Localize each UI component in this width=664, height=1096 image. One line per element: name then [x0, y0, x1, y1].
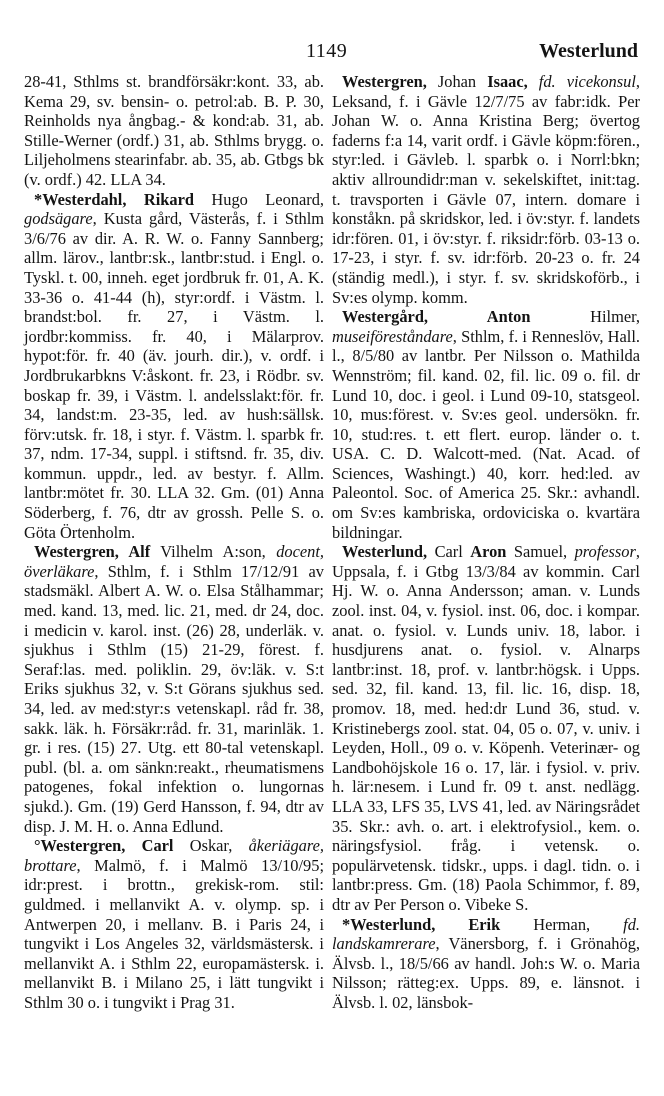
- entry-occupation: museiföreståndare: [332, 326, 453, 346]
- entry-westerlund-carl-aron: [332, 542, 640, 914]
- entry-westerlund-erik: [332, 915, 640, 1013]
- entry-occupation: fd. vicekonsul: [538, 72, 636, 91]
- right-column: [332, 72, 640, 1013]
- entry-name: *Westerdahl, Rikard: [34, 189, 194, 209]
- entry-text: , Vänersborg, f. i Grönahög, Älvsb. l., 18/5/66 av handl. Joh:s W. o. Maria Nilsson; rätteg:ex. Upps. 89, e. länsnot. i Älvsb. l. 02, länsbok-: [332, 934, 640, 1012]
- entry-given-names: Oskar,: [173, 836, 249, 856]
- entry-westerdahl-rikard: [24, 190, 324, 543]
- entry-given-names: Carl: [427, 542, 471, 562]
- entry-name: °Westergren, Carl: [34, 836, 174, 856]
- entry-given-names: Johan: [426, 72, 488, 91]
- entry-given-names: Hugo Leonard,: [193, 189, 324, 209]
- entry-text: , Kusta gård, Västerås, f. i Sthlm 3/6/76 av dir. A. R. W. o. Fanny Sannberg; allm. lärov., lantbr:sk., lantbr:stud. i Engl. o. Tyskl. t. 00, inneh. eget jordbruk fr. 01, A. K. 33-36 o. 41-44 (h), styr:ordf. i Västm. l. brandst:bol. fr. 27, i Västm. l. jordbr:kommiss. fr. 40, i Mälarprov. hypot:för. fr. 40 (äv. jourh. dir.), v. ordf. i Jordbrukarbkns V:åskont. fr. 23, i Rödbr. sv. boskap fr. 39, i Västm. l. andelsslakt:för. fr. 34, landst:m. 23-35, led. av hush:sällsk. förv:utsk. fr. 18, i styr. f. Västm. l. sparbk fr. 37, ndm. 17-34, suppl. i stiftsnd. fr. 35, div. kommun. uppdr., led. av bestyr. f. Allm. lantbr:mötet fr. 30. LLA 32. Gm. (01) Anna Söderberg, f. 76, dtr av grossh. Pelle S. o. Göta Örtenholm.: [24, 209, 324, 542]
- entry-name: Westergren, Alf: [34, 542, 151, 562]
- entry-text: , Leksand, f. i Gävle 12/7/75 av fabr:idk. Per Johan W. o. Anna Kristina Berg; övertog faderns f:a 14, varit ordf. i Gävle köpm:fören., styr:led. i Gävleb. l. sparbk o. i Norrl:bkn; aktiv allroundidr:man v. sekelskiftet, init:tag. t. travsporten i Gävle 07, intern. domare i konståkn. på skridskor, led. i öv:styr. f. landets idr:fören. 01, i öv:styr. f. riksidr:förb. 03-13 o. 17-23, i styr. f. sv. idr:förb. 20-23 o. fr. 24 (ständig medl.), i styr. f. sv. skridskoförb., i Sv:es olymp. komm.: [332, 72, 640, 307]
- entry-occupation: fd. landskamrerare: [332, 914, 640, 954]
- entry-text: , Uppsala, f. i Gtbg 13/3/84 av kommin. Carl Hj. W. o. Anna Andersson; aman. v. Lunds zool. inst. 04, v. fysiol. inst. 06, doc. i kompar. anat. o. fysiol. v. Lunds univ. 18, labor. i husdjurens anat. o. fysiol. v. Alnarps lantbr:inst. 18, prof. v. lantbr:högsk. i Upps. sed. 32, fil. kand. 13, fil. lic. 16, disp. 18, promov. 18, med. hed:dr Lund 36, stud. v. Kristinebergs zool. stat. 04, 05 o. 07, v. univ. i Leyden, Holl., 09 o. v. Köpenh. Veterinær- og Landbohöjskole 16 o. 17, lär. i fysiol. v. priv. h. lär:nesem. i Lund fr. 09 t. anst. nedlägg. LLA 33, LFS 35, LVS 41, led. av Näringsrådet 35. Skr.: avh. o. art. i elektrofysiol., kem. o. näringsfysiol. fråg. i vetensk. o. populärvetensk. tidskr., upps. i dagl. tidn. o. i lantbr:press. Gm. (18) Paola Schimmor, f. 89, dtr av Per Person o. Vibeke S.: [332, 542, 640, 914]
- entry-name: Westergård, Anton: [342, 307, 531, 327]
- entry-text: , Sthlm, f. i Sthlm 17/12/91 av stadsmäkl. Albert A. W. o. Elsa Stålhammar; med. kand. 13, med. lic. 21, med. dr 24, doc. i medicin v. karol. inst. (26) 28, underläk. v. sjukhus i Sthlm (15) 21-29, förest. f. Seraf:las. med. poliklin. 29, öv:läk. v. S:t Eriks sjukhus 32, v. S:t Görans sjukhus sed. 34, led. av med:styr:s vetenskapl. råd fr. 38, sakk. läk. h. Försäkr:råd. fr. 31, marinläk. 1. gr. i res. (15) 27. Utg. ett 80-tal vetenskapl. publ. (bl. a. om sänkn:reakt., rheumatismens patogenes, fokal infektion o. lungornas sjukd.). Gm. (19) Gerd Hansson, f. 94, dtr av disp. J. M. H. o. Anna Edlund.: [24, 561, 324, 836]
- entry-occupation: åkeriägare, brottare: [24, 836, 324, 875]
- entry-occupation: docent, överläkare: [24, 542, 324, 581]
- continuation-entry: 28-41, Sthlms st. brandförsäkr:kont. 33, ab. Kema 29, sv. bensin- o. petrol:ab. B. P. 30, Reinholds nya ångbag.- & kond:ab. 31, ab. Stille-Werner (ordf.) 31, ab. Sthlms brygg. o. Liljeholmens stearinfabr. ab. 35, ab. Gtbgs bk (v. ordf.) 42. LLA 34.: [24, 72, 324, 189]
- entry-westergren-johan-isaac: [332, 72, 640, 307]
- entry-occupation: professor: [574, 542, 636, 562]
- page-number: 1149: [306, 40, 348, 62]
- entry-called-name: Isaac,: [487, 72, 528, 91]
- entry-given-names: Herman,: [500, 914, 624, 934]
- entry-occupation: godsägare: [24, 209, 93, 229]
- entry-text: , Malmö, f. i Malmö 13/10/95; idr:prest. i brottn., grekisk-rom. stil: guldmed. i mellanvikt A. v. olymp. sp. i Antwerpen 20, i mellanv. B. i Paris 24, i tungvikt i Los Angeles 32, världsmästersk. i mellanvikt A. i Sthlm 22, europamästersk. i. mellanvikt B. i Milano 25, i lätt tungvikt i Sthlm 30 o. i tungvikt i Prag 31.: [24, 855, 324, 1012]
- entry-name: Westerlund,: [342, 542, 428, 562]
- entry-westergard-anton: [332, 307, 640, 542]
- entry-name: Westergren,: [342, 72, 427, 91]
- entry-name: *Westerlund, Erik: [342, 914, 501, 934]
- entry-given-names: Hilmer,: [530, 307, 640, 327]
- left-column: [24, 72, 324, 1013]
- entry-text: , Sthlm, f. i Renneslöv, Hall. l., 8/5/80 av lantbr. Per Nilsson o. Mathilda Wennström; fil. kand. 02, fil. lic. 09 o. fil. dr Lund 10, doc. i geol. i Lund 09-10, statsgeol. 10, mus:förest. v. Sv:es geol. undersökn. fr. 10, stud:res. t. ett flert. europ. länder o. t. USA. C. D. Walcott-med. (Nat. Acad. of Sciences, Washingt.) 40, korr. hed:led. av Paleontol. Soc. of America 25. Skr.: avhandl. om Sv:es kambriska, ordoviciska o. kvartära bildningar.: [332, 326, 640, 542]
- entry-called-name: Aron: [470, 542, 507, 562]
- entry-westergren-carl: [24, 836, 324, 1012]
- entry-given-names-after: Samuel,: [506, 542, 575, 562]
- entry-westergren-alf: [24, 542, 324, 836]
- entry-given-names: Vilhelm A:son,: [150, 542, 277, 562]
- running-head: Westerlund: [539, 40, 638, 62]
